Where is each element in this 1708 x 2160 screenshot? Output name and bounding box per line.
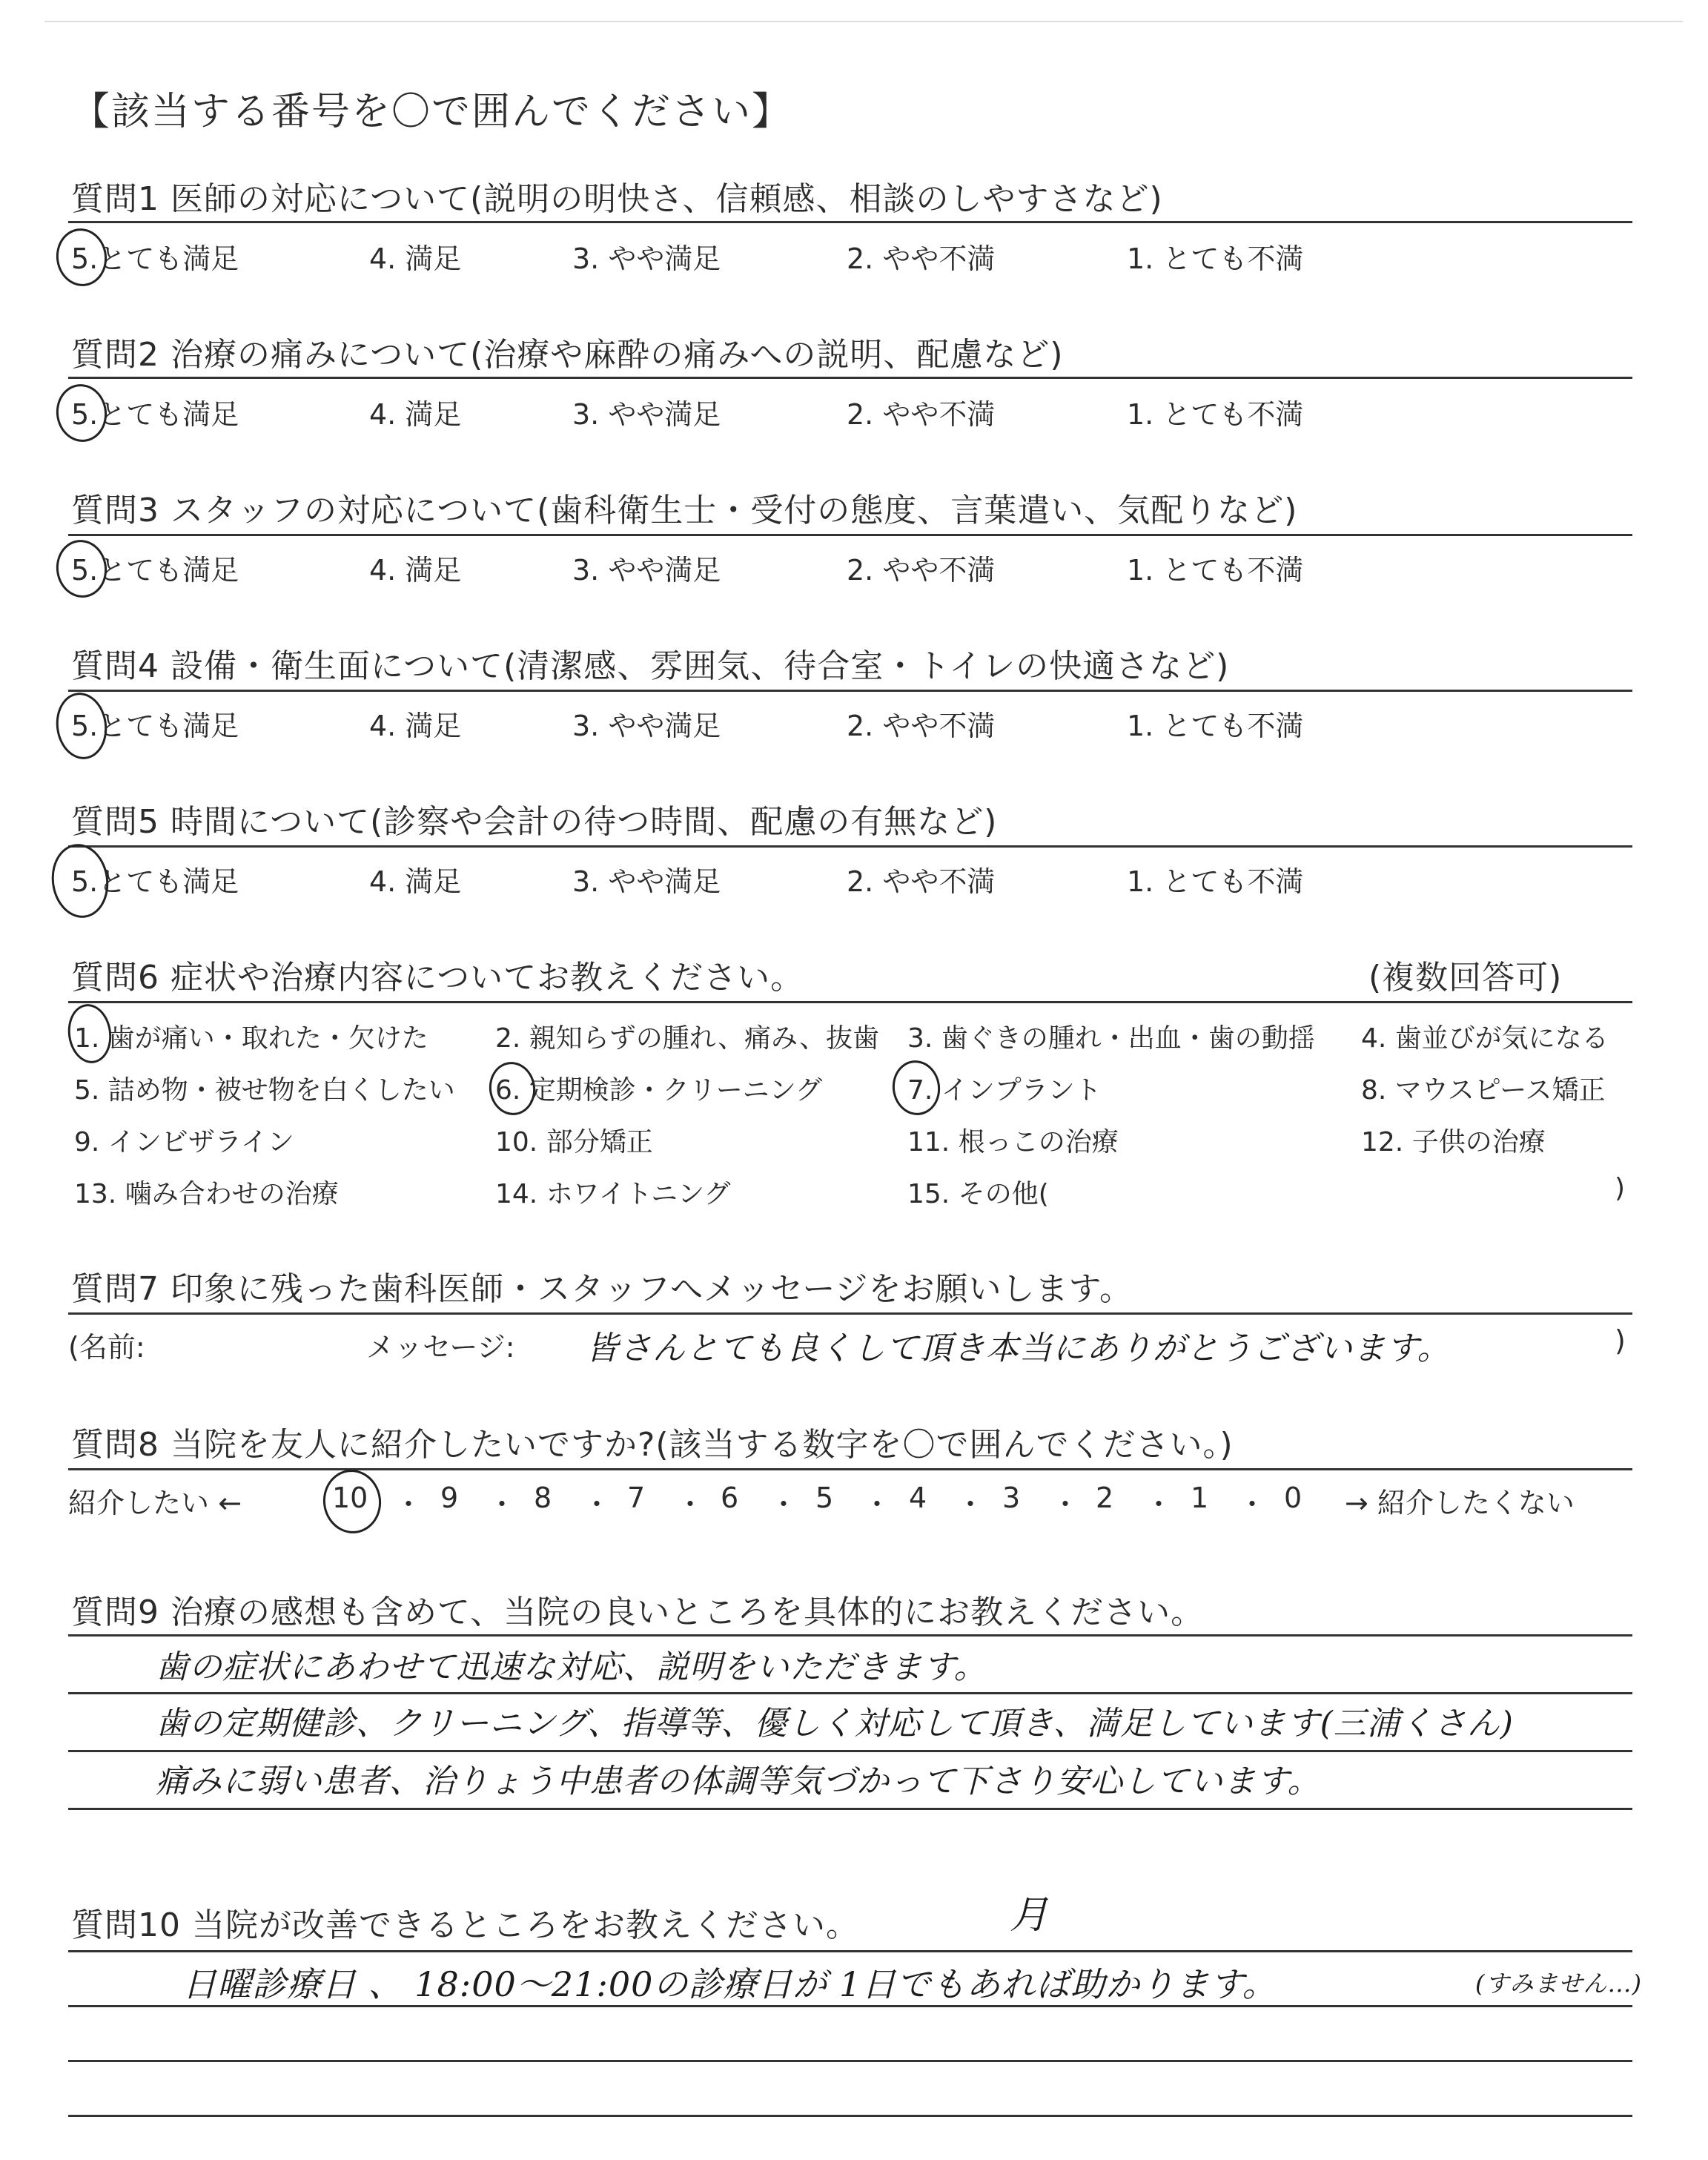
q6-choice-10[interactable]: 10. 部分矯正 <box>495 1127 653 1157</box>
q1-option-4[interactable]: 4. 満足 <box>369 242 462 275</box>
q7-handwritten-message: 皆さんとても良くして頂き本当にありがとうございます。 <box>586 1330 1451 1367</box>
q9-answer-line-1 <box>68 1634 1632 1636</box>
q5-selection-circle <box>47 840 113 922</box>
q5-option-5[interactable]: 5.とても満足 <box>71 865 239 898</box>
q5-option-1[interactable]: 1. とても不満 <box>1127 865 1304 898</box>
q2-selection-circle <box>53 381 110 446</box>
q6-choice-4[interactable]: 4. 歯並びが気になる <box>1361 1023 1609 1054</box>
q8-scale-dot: ・ <box>676 1488 705 1521</box>
q1-option-3[interactable]: 3. やや満足 <box>572 242 721 275</box>
q9-answer-line-4 <box>68 1808 1632 1810</box>
q8-scale-dot: ・ <box>1051 1488 1080 1521</box>
q1-option-1[interactable]: 1. とても不満 <box>1127 242 1304 275</box>
q8-right-label: → 紹介したくない <box>1345 1487 1575 1519</box>
question-6-rule <box>68 1001 1632 1003</box>
q9-answer-line-3 <box>68 1750 1632 1752</box>
q8-scale-5[interactable]: 5 <box>815 1482 834 1514</box>
question-5-rule <box>68 845 1632 848</box>
question-8-label: 質問8 当院を友人に紹介したいですか?(該当する数字を〇で囲んでください。) <box>71 1426 1234 1464</box>
q6-choice-12[interactable]: 12. 子供の治療 <box>1361 1127 1546 1157</box>
q8-scale-dot: ・ <box>1238 1488 1267 1521</box>
q10-answer-line-3 <box>68 2060 1632 2062</box>
q8-scale-dot: ・ <box>956 1488 985 1521</box>
q6-choice-15[interactable]: 15. その他( <box>907 1179 1049 1209</box>
page-title: 【該当する番号を〇で囲んでください】 <box>71 90 792 134</box>
q6-choice-3[interactable]: 3. 歯ぐきの腫れ・出血・歯の動揺 <box>907 1023 1315 1054</box>
q8-scale-4[interactable]: 4 <box>909 1482 927 1514</box>
question-7-rule <box>68 1312 1632 1315</box>
question-1-rule <box>68 221 1632 223</box>
question-3-rule <box>68 534 1632 536</box>
q8-scale-6[interactable]: 6 <box>721 1482 739 1514</box>
question-6-note: (複数回答可) <box>1368 959 1563 997</box>
q8-scale-2[interactable]: 2 <box>1096 1482 1114 1514</box>
q6-choice-2[interactable]: 2. 親知らずの腫れ、痛み、抜歯 <box>495 1023 880 1054</box>
q4-option-5[interactable]: 5.とても満足 <box>71 710 239 742</box>
q10-handwritten-annotation: 月 <box>1010 1893 1050 1938</box>
q8-scale-0[interactable]: 0 <box>1284 1482 1302 1514</box>
q8-scale-8[interactable]: 8 <box>534 1482 552 1514</box>
question-10-label: 質問10 当院が改善できるところをお教えください。 <box>71 1906 859 1944</box>
q1-option-5[interactable]: 5.とても満足 <box>71 242 239 275</box>
q6-choice-13[interactable]: 13. 噛み合わせの治療 <box>74 1179 339 1209</box>
q8-scale-1[interactable]: 1 <box>1191 1482 1209 1514</box>
q2-option-3[interactable]: 3. やや満足 <box>572 398 721 431</box>
q8-scale-dot: ・ <box>488 1488 517 1521</box>
question-4-rule <box>68 690 1632 692</box>
question-6-label: 質問6 症状や治療内容についてお教えください。 <box>71 959 804 997</box>
q1-selection-circle <box>53 225 110 290</box>
q4-option-1[interactable]: 1. とても不満 <box>1127 710 1304 742</box>
q9-answer-line-2 <box>68 1692 1632 1694</box>
q6-other-close-paren: ) <box>1615 1173 1626 1203</box>
q5-option-3[interactable]: 3. やや満足 <box>572 865 721 898</box>
q10-answer-line-1 <box>68 1950 1632 1952</box>
q3-selection-circle <box>53 537 110 601</box>
q7-message-label: メッセージ: <box>366 1331 515 1364</box>
q5-option-2[interactable]: 2. やや不満 <box>847 865 996 898</box>
question-9-label: 質問9 治療の感想も含めて、当院の良いところを具体的にお教えください。 <box>71 1593 1205 1631</box>
top-divider <box>44 21 1683 22</box>
q2-option-5[interactable]: 5.とても満足 <box>71 398 239 431</box>
q7-close-paren: ) <box>1615 1324 1626 1357</box>
q6-choice-11[interactable]: 11. 根っこの治療 <box>907 1127 1119 1157</box>
q6-choice-7[interactable]: 7. インプラント <box>907 1075 1102 1106</box>
q6-choice-1[interactable]: 1. 歯が痛い・取れた・欠けた <box>74 1023 428 1054</box>
q4-option-4[interactable]: 4. 満足 <box>369 710 462 742</box>
q6-choice-9[interactable]: 9. インビザライン <box>74 1127 294 1157</box>
question-3-label: 質問3 スタッフの対応について(歯科衛生士・受付の態度、言葉遣い、気配りなど) <box>71 492 1298 529</box>
question-4-label: 質問4 設備・衛生面について(清潔感、雰囲気、待合室・トイレの快適さなど) <box>71 647 1230 685</box>
q1-option-2[interactable]: 2. やや不満 <box>847 242 996 275</box>
q3-option-3[interactable]: 3. やや満足 <box>572 554 721 587</box>
q8-scale-10[interactable]: 10 <box>332 1482 368 1514</box>
q10-handwritten-aside: (すみません…) <box>1475 1969 1642 1998</box>
question-7-label: 質問7 印象に残った歯科医師・スタッフへメッセージをお願いします。 <box>71 1270 1133 1308</box>
q2-option-2[interactable]: 2. やや不満 <box>847 398 996 431</box>
q8-scale-7[interactable]: 7 <box>627 1482 646 1514</box>
q9-handwritten-line-1: 歯の症状にあわせて迅速な対応、説明をいただきます。 <box>156 1648 987 1686</box>
q6-choice-7-circle <box>889 1057 944 1118</box>
q8-scale-dot: ・ <box>1145 1488 1174 1521</box>
q8-scale-dot: ・ <box>863 1488 892 1521</box>
question-2-rule <box>68 377 1632 379</box>
question-1-label: 質問1 医師の対応について(説明の明快さ、信頼感、相談のしやすさなど) <box>71 180 1163 218</box>
q3-option-4[interactable]: 4. 満足 <box>369 554 462 587</box>
q4-selection-circle <box>52 690 111 763</box>
q4-option-3[interactable]: 3. やや満足 <box>572 710 721 742</box>
q6-choice-6[interactable]: 6. 定期検診・クリーニング <box>495 1075 823 1106</box>
q6-choice-14[interactable]: 14. ホワイトニング <box>495 1179 731 1209</box>
question-8-rule <box>68 1468 1632 1470</box>
q3-option-5[interactable]: 5.とても満足 <box>71 554 239 587</box>
q7-name-label: (名前: <box>68 1331 145 1364</box>
q2-option-1[interactable]: 1. とても不満 <box>1127 398 1304 431</box>
q5-option-4[interactable]: 4. 満足 <box>369 865 462 898</box>
q9-handwritten-line-2: 歯の定期健診、クリーニング、指導等、優しく対応して頂き、満足しています(三浦くさん) <box>156 1705 1514 1743</box>
q8-scale-3[interactable]: 3 <box>1002 1482 1021 1514</box>
q8-left-label: 紹介したい ← <box>68 1487 242 1519</box>
q9-handwritten-line-3: 痛みに弱い患者、治りょう中患者の体調等気づかって下さり安心しています。 <box>156 1763 1321 1800</box>
q2-option-4[interactable]: 4. 満足 <box>369 398 462 431</box>
q6-choice-5[interactable]: 5. 詰め物・被せ物を白くしたい <box>74 1075 455 1106</box>
q6-choice-6-circle <box>486 1059 538 1118</box>
q8-selection-circle <box>319 1466 385 1537</box>
question-2-label: 質問2 治療の痛みについて(治療や麻酔の痛みへの説明、配慮など) <box>71 336 1064 374</box>
q6-choice-1-circle <box>64 1001 116 1066</box>
q8-scale-dot: ・ <box>769 1488 798 1521</box>
q8-scale-dot: ・ <box>583 1488 612 1521</box>
q10-answer-line-4 <box>68 2115 1632 2117</box>
q3-option-1[interactable]: 1. とても不満 <box>1127 554 1304 587</box>
q3-option-2[interactable]: 2. やや不満 <box>847 554 996 587</box>
q8-scale-9[interactable]: 9 <box>440 1482 459 1514</box>
q10-handwritten-answer: 日曜診療日 、 18:00〜21:00の診療日が 1日でもあれば助かります。 <box>182 1964 1277 2004</box>
question-5-label: 質問5 時間について(診察や会計の待つ時間、配慮の有無など) <box>71 803 998 841</box>
q6-choice-8[interactable]: 8. マウスピース矯正 <box>1361 1075 1606 1106</box>
q4-option-2[interactable]: 2. やや不満 <box>847 710 996 742</box>
q8-scale-dot: ・ <box>394 1488 423 1521</box>
